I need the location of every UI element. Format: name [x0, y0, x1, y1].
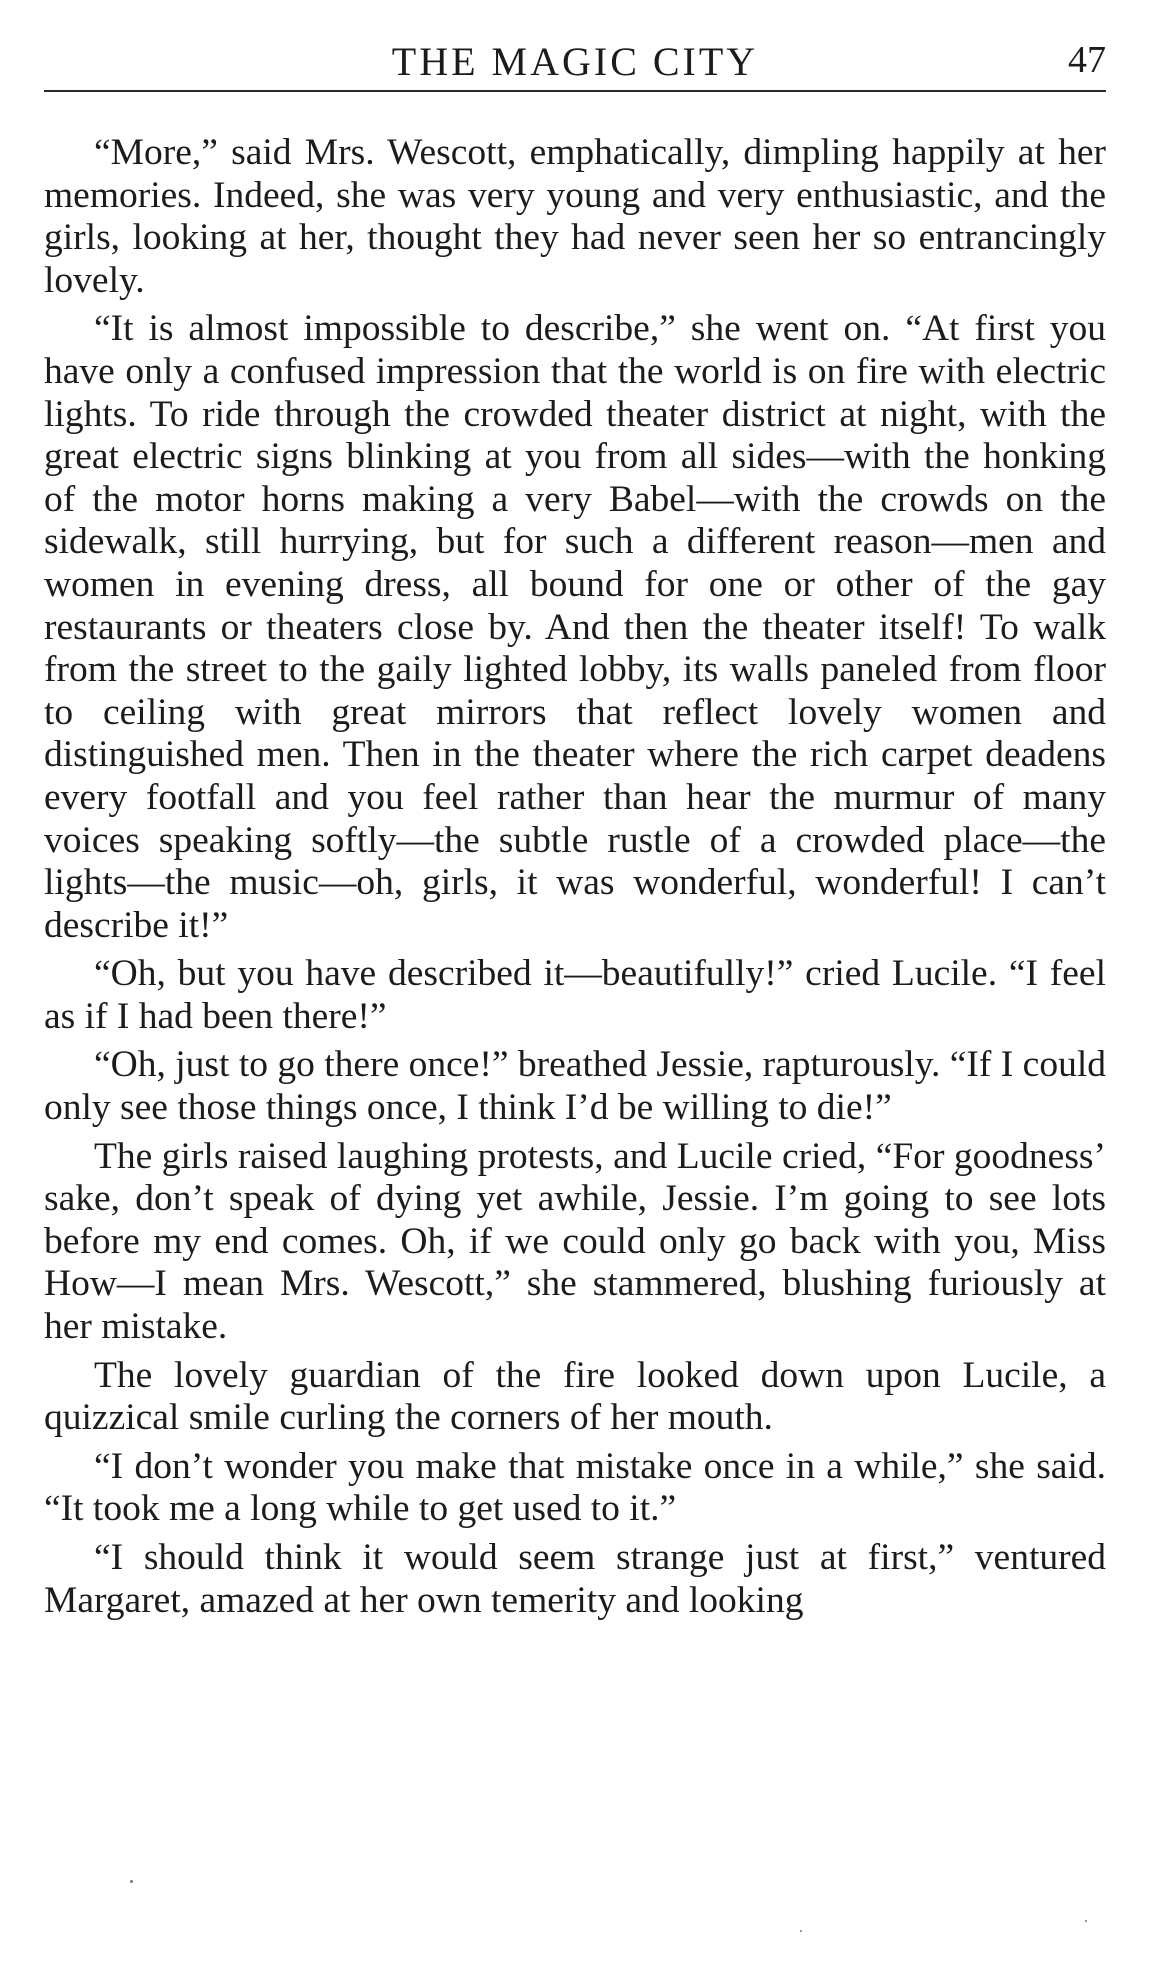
paragraph: “Oh, but you have described it—beautifully!” cried Lucile. “I feel as if I had been there!”	[44, 953, 1106, 1037]
paragraph: “More,” said Mrs. Wescott, emphatically, dimpling happily at her memories. Indeed, she was very young and very enthusiastic, and the girls, looking at her, thought they had never seen her so entrancingly lovely.	[44, 132, 1106, 301]
running-title: THE MAGIC CITY	[391, 39, 759, 84]
paragraph: The lovely guardian of the fire looked down upon Lucile, a quizzical smile curling the corners of her mouth.	[44, 1354, 1106, 1439]
body-text	[44, 132, 1106, 1622]
scan-speck	[800, 1930, 802, 1932]
paragraph: “I should think it would seem strange just at first,” ventured Margaret, amazed at her own temerity and looking	[44, 1537, 1106, 1621]
paragraph: “I don’t wonder you make that mistake once in a while,” she said. “It took me a long while to get used to it.”	[44, 1445, 1106, 1530]
scan-speck	[130, 1880, 133, 1883]
page-number: 47	[1068, 39, 1106, 81]
paragraph: “Oh, just to go there once!” breathed Jessie, rapturously. “If I could only see those things once, I think I’d be willing to die!”	[44, 1044, 1106, 1129]
book-page	[44, 34, 1106, 1628]
paragraph: The girls raised laughing protests, and Lucile cried, “For goodness’ sake, don’t speak of dying yet awhile, Jessie. I’m going to see lots before my end comes. Oh, if we could only go back with you, Miss How—I mean Mrs. Wescott,” she stammered, blushing furiously at her mistake.	[44, 1135, 1106, 1348]
running-header	[44, 34, 1106, 92]
paragraph: “It is almost impossible to describe,” she went on. “At first you have only a confused impression that the world is on fire with electric lights. To ride through the crowded theater district at night, with the great electric signs blinking at you from all sides—with the honking of the motor horns making a very Babel—with the crowds on the sidewalk, still hurrying, but for such a different reason—men and women in evening dress, all bound for one or other of the gay restaurants or theaters close by. And then the theater itself! To walk from the street to the gaily lighted lobby, its walls paneled from floor to ceiling with great mirrors that reflect lovely women and distinguished men. Then in the theater where the rich carpet deadens every footfall and you feel rather than hear the murmur of many voices speaking softly—the subtle rustle of a crowded place—the lights—the music—oh, girls, it was wonderful, wonderful! I can’t describe it!”	[44, 308, 1106, 946]
scan-speck	[1085, 1920, 1087, 1922]
